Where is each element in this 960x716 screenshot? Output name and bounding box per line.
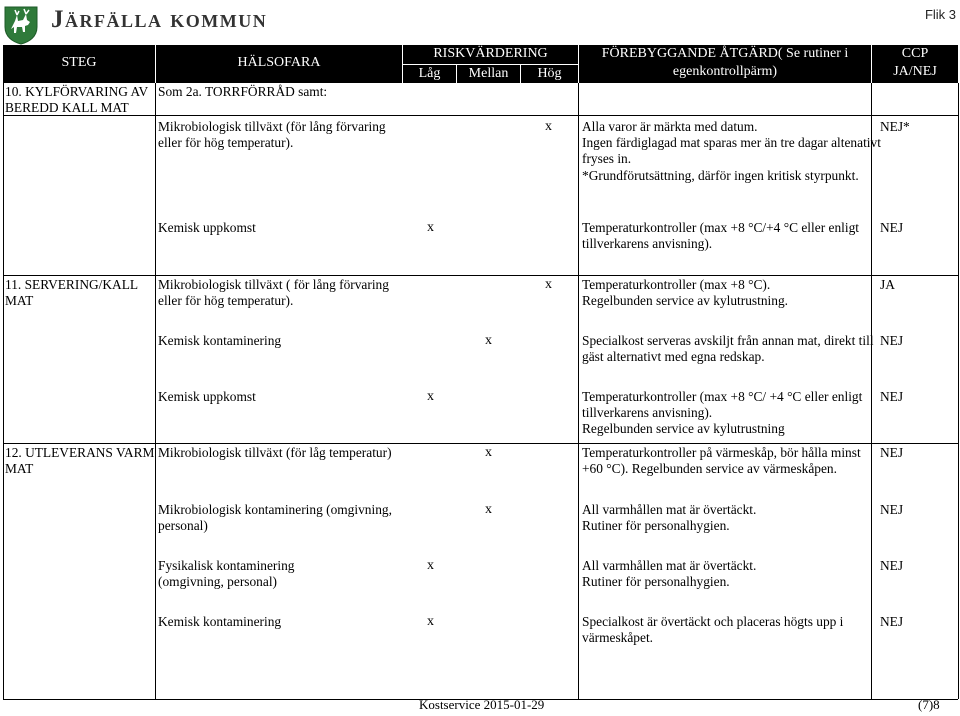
hazard-text: Mikrobiologisk kontaminering (omgivning, [158, 502, 392, 517]
hazard-text: Kemisk uppkomst [158, 389, 256, 404]
col-header-riskvardering: RISKVÄRDERING [433, 46, 548, 61]
col-header-steg: STEG [61, 55, 97, 70]
measure-text: fryses in. [582, 151, 632, 167]
step-label: MAT [5, 293, 34, 309]
hazard-text: Kemisk kontaminering [158, 614, 282, 629]
hazard-text: eller för hög temperatur). [158, 293, 294, 309]
page-number: (7)8 [918, 697, 940, 712]
measure-text: gäst alternativt med egna redskap. [582, 349, 765, 365]
step-label: 12. UTLEVERANS VARM [5, 445, 155, 460]
page-label: Flik 3 [924, 7, 956, 22]
risk-mark-lag: x [427, 614, 434, 629]
ccp-value: NEJ* [880, 119, 910, 134]
measure-text: All varmhållen mat är övertäckt. [582, 502, 757, 517]
risk-mark-lag: x [427, 220, 434, 235]
risk-mark-hog: x [545, 119, 552, 134]
col-header-hog: Hög [537, 66, 562, 81]
step-label: 11. SERVERING/KALL [5, 277, 139, 292]
measure-text: Rutiner för personalhygien. [582, 518, 730, 534]
risk-mark-lag: x [427, 558, 434, 573]
ccp-value: NEJ [880, 333, 904, 348]
risk-mark-mellan: x [485, 333, 492, 348]
risk-mark-hog: x [545, 277, 552, 292]
hazard-text: Kemisk kontaminering [158, 333, 282, 348]
hazard-text: Mikrobiologisk tillväxt (för lång förvaring [158, 119, 386, 134]
col-header-mellan: Mellan [468, 66, 509, 81]
municipality-logo [3, 5, 39, 45]
measure-text: tillverkarens anvisning). [582, 405, 713, 421]
measure-text: Rutiner för personalhygien. [582, 574, 730, 590]
measure-text: All varmhållen mat är övertäckt. [582, 558, 757, 573]
ccp-value: NEJ [880, 614, 904, 629]
risk-mark-mellan: x [485, 445, 492, 460]
hazard-text: Kemisk uppkomst [158, 220, 256, 235]
hazard-text: Mikrobiologisk tillväxt ( för lång förvaring [158, 277, 389, 292]
col-header-lag: Låg [418, 66, 441, 81]
step-label: BEREDD KALL MAT [5, 100, 129, 116]
measure-text: *Grundförutsättning, därför ingen kritisk styrpunkt. [582, 167, 859, 183]
measure-text: Regelbunden service av kylutrustning [582, 421, 785, 437]
ccp-value: NEJ [880, 220, 904, 235]
measure-text: värmeskåpet. [582, 630, 654, 646]
measure-text: Temperaturkontroller på värmeskåp, bör hålla minst [582, 445, 861, 460]
measure-text: Alla varor är märkta med datum. [582, 119, 758, 134]
risk-mark-mellan: x [485, 502, 492, 517]
col-header-ccp-1: CCP [901, 46, 929, 61]
measure-text: Temperaturkontroller (max +8 °C). [582, 277, 771, 292]
step-label: MAT [5, 461, 34, 477]
measure-text: Temperaturkontroller (max +8 °C/ +4 °C eller enligt [582, 389, 863, 404]
hazard-text: Mikrobiologisk tillväxt (för låg temperatur) [158, 445, 392, 460]
ccp-value: NEJ [880, 558, 904, 573]
col-header-atgard-2: egenkontrollpärm) [672, 64, 778, 79]
col-header-halsofara: HÄLSOFARA [237, 55, 321, 70]
hazard-text: personal) [158, 518, 208, 534]
measure-text: Specialkost är övertäckt och placeras högts upp i [582, 614, 844, 629]
measure-text: Specialkost serveras avskiljt från annan mat, direkt till [582, 333, 874, 348]
hazard-text: Fysikalisk kontaminering [158, 558, 295, 573]
col-header-ccp-2: JA/NEJ [893, 64, 937, 79]
measure-text: tillverkarens anvisning). [582, 236, 713, 252]
ccp-value: NEJ [880, 502, 904, 517]
footer-date: Kostservice 2015-01-29 [419, 697, 545, 712]
org-name: Järfälla kommun [51, 6, 268, 33]
col-header-atgard-1: FÖREBYGGANDE ÅTGÄRD( Se rutiner i [601, 46, 849, 61]
ccp-value: NEJ [880, 389, 904, 404]
risk-mark-lag: x [427, 389, 434, 404]
step-label: 10. KYLFÖRVARING AV [5, 84, 149, 99]
hazard-text: eller för hög temperatur). [158, 135, 294, 151]
hazard-text: (omgivning, personal) [158, 574, 278, 590]
measure-text: Regelbunden service av kylutrustning. [582, 293, 789, 309]
ccp-value: JA [880, 277, 895, 292]
measure-text: +60 °C). Regelbunden service av värmeskåpen. [582, 461, 837, 477]
measure-text: Temperaturkontroller (max +8 °C/+4 °C eller enligt [582, 220, 859, 235]
measure-text: Ingen färdiglagad mat sparas mer än tre dagar altenativt [582, 135, 881, 151]
ccp-value: NEJ [880, 445, 904, 460]
section-intro: Som 2a. TORRFÖRRÅD samt: [158, 84, 328, 99]
